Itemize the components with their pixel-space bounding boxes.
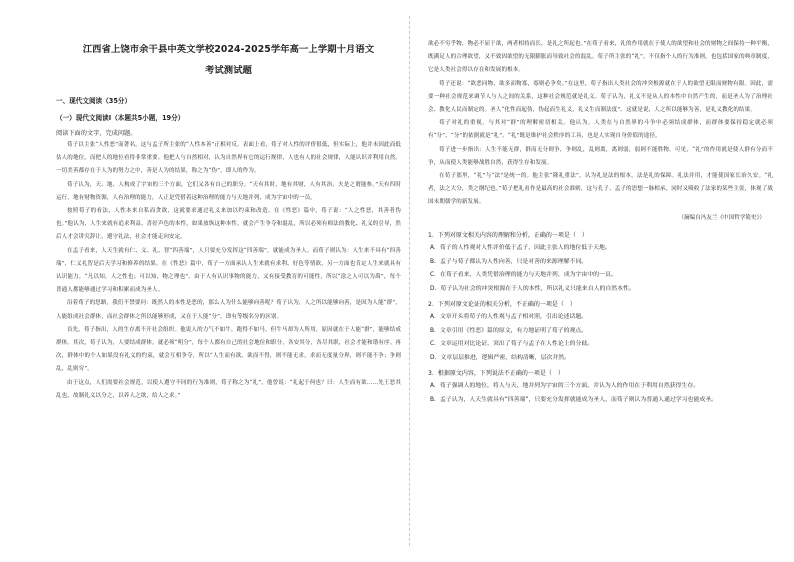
question-option: A．文章开头将荀子的人性观与孟子相对照，引出论述话题。 xyxy=(430,314,588,321)
exam-title-line2: 考试测试题 xyxy=(205,65,252,76)
question-option: B．文章引用《性恶》篇的原文，有力地证明了荀子的观点。 xyxy=(430,327,588,334)
passage-paragraph: 沿着荀子的思路，我们不禁要问：既然人的本性是恶的，那么人为什么能够向善呢？荀子认为，人之所以能够向善，是因为人能“群”，人能组成社会群体，而社会群体之所以能够形成，又在于人能“分”，即有等级名分的区别。 xyxy=(56,300,401,320)
left-column xyxy=(56,34,401,403)
question-option: A．荀子的人性观对人性评价低于孟子，因此主张人的地位低于天地。 xyxy=(430,245,611,252)
question-stem: 3．根据原文内容，下列说法不正确的一项是（ ） xyxy=(428,369,564,377)
passage-source: （摘编自冯友兰《中国哲学简史》） xyxy=(678,214,765,221)
question-option: A．荀子强调人的地位，将人与天、地并列为宇宙的三个方面，并认为人的作用在于利用自然获得生存。 xyxy=(430,383,700,390)
subsection-heading: （一）现代文阅读Ⅰ（本题共5小题，19分） xyxy=(56,114,185,122)
reading-instruction: 阅读下面的文字，完成问题。 xyxy=(56,130,137,137)
passage-paragraph: 按照荀子的看法，人性本来自私而贪欲，这就要求通过礼义来加以约束和改造。在《性恶》篇中，荀子说：“人之性恶，其善者伪也。”他认为，人生来就有追求利益、喜好声色的本性，如果放纵这种本性，就会产生争夺和混乱，所以必须有师法的教化、礼义的引导，然后人才会讲究辞让，遵守礼法，社会才能走向安定。 xyxy=(56,208,401,241)
section-heading: 一、现代文阅读（35分） xyxy=(56,97,132,105)
right-column xyxy=(428,38,773,406)
passage-paragraph: 荀子认为，天、地、人构成了宇宙的三个方面，它们又各有自己的职分。“天有其时，地有其财，人有其治，夫是之谓能参。”天有四时运行，地有财物资源，人有治理的能力，人正是凭借着这种治理的能力与天地并列，成为宇宙中的一员。 xyxy=(56,181,401,201)
passage-paragraph: 荀子以主张“人性恶”而著名，这与孟子所主张的“人性本善”正相对反。表面上看，荀子对人性的评价很低，但实际上，他并未因此而低估人的地位，而把人的地位看得非常重要。他把人与自然相对，认为自然界有它的运行规律，人也有人的社会规律，人能认识并利用自然。一切美善都存在于人为的努力之中，善是人为的结果，称之为“伪”，即人的作为。 xyxy=(56,142,401,175)
passage-paragraph: 荀子进一步指出：人生不能无群，群而无分则争，争则乱，乱则离，离则弱，弱则不能胜物。可见，“礼”的作用就是使人群有分而不争，从而使人类能够战胜自然，获得生存和发展。 xyxy=(428,146,773,166)
exam-title-line1: 江西省上饶市余干县中英文学校2024-2025学年高一上学期十月语文 xyxy=(82,44,375,55)
question-option: B．孟子与荀子都认为人性向善，只是对善的来源理解不同。 xyxy=(430,258,588,265)
question-stem: 1．下列对原文相关内容的理解和分析，正确的一项是（ ） xyxy=(428,231,588,239)
passage-paragraph: 由于这点，人们需要社会规范，以使人遵守不同的行为准则，荀子称之为“礼”。他曾说：“礼起于何也？曰：人生而有欲……先王恶其乱也，故制礼义以分之，以养人之欲，给人之求。” xyxy=(56,379,401,399)
passage-paragraph: 首先，荀子指出，人的生存离不开社会组织。他说人的力气不如牛，跑得不如马，但牛马却为人所用，原因就在于人能“群”，能够结成群体。其次，荀子认为，人要结成群体，就必须“明分”，每个人都有自己的社会地位和职分，各安其分，各尽其职，社会才能和谐有序。再次，群体中的个人如果没有礼义的约束，就会互相争夺，所以“人生而有欲，欲而不得，则不能无求，求而无度量分界，则不能不争；争则乱，乱则穷”。 xyxy=(56,326,401,373)
question-option: D．荀子认为社会的冲突根源在于人的本性，所以礼义只能来自人的自然本性。 xyxy=(430,286,635,293)
question-option: C．在荀子看来，人类凭借治理的能力与天地并列，成为宇宙中的一员。 xyxy=(430,272,617,279)
passage-paragraph: 在孟子看来，人天生就有仁、义、礼、智“四善端”，人只要充分发挥这“四善端”，就能成为圣人。而荀子则认为：人生来不具有“四善端”，仁义礼智是后天学习和修养的结果。在《性恶》篇中，荀子一方面承认人生来就有求利、好色等情欲，另一方面也肯定人生来就具有认识能力，“凡以知，人之性也；可以知，物之理也”。由于人有认识事物的能力，又有接受教育的可能性，所以“涂之人可以为禹”，每个普通人都能够通过学习和积累而成为圣人。 xyxy=(56,247,401,294)
column-divider xyxy=(409,16,410,546)
question-option: B．孟子认为，人天生就具有“四善端”，只要充分发挥就能成为圣人，而荀子则认为普通人通过学习也能成圣。 xyxy=(430,396,718,403)
question-stem: 2．下列对原文论证的相关分析，不正确的一项是（ ） xyxy=(428,300,576,308)
passage-paragraph: 欲必不穷乎物，物必不屈于欲，两者相持而长，是礼之所起也。”在荀子看来，礼的作用就在于使人的欲望和社会的财物之间保持一种平衡，既满足人的合理欲望，又不致因欲望的无限膨胀而导致社会的混乱。荀子所主张的“礼”，不仅指个人的行为准则，也包括国家的典章制度，它是人类社会得以存在和发展的根本。 xyxy=(428,41,773,74)
question-option: D．文章层层推进，逻辑严密，结构清晰，层次井然。 xyxy=(430,354,571,361)
passage-paragraph: 荀子还说：“欲恶同物，欲多而物寡，寡则必争矣。”在这里，荀子指出人类社会的冲突根源就在于人的欲望无限而财物有限。因此，需要一种社会规范来调节人与人之间的关系，这种社会规范就是礼义。荀子认为，礼义不是从人的本性中自然产生的，而是圣人为了治理社会、教化人民而制定的。圣人“化性而起伪，伪起而生礼义，礼义生而制法度”。这就是说，人之所以能够为善，是礼义教化的结果。 xyxy=(428,80,773,114)
passage-paragraph: 荀子对礼的重视，与其对“群”的理解密切相关。他认为，人类在与自然界的斗争中必须结成群体，而群体要保持稳定就必须有“分”，“分”的依据就是“礼”。“礼”既是维护社会秩序的工具，也是人实现自身价值的途径。 xyxy=(428,120,773,140)
passage-paragraph: 在荀子那里，“礼”与“法”是统一的。他主张“隆礼重法”，认为礼是法的根本，法是礼的保障。礼法并用，才能使国家长治久安。“礼者，法之大分，类之纲纪也。”荀子把礼看作是最高的社会准则，这与孔子、孟子的思想一脉相承，同时又吸收了法家的某些主张，体现了战国末期儒学的新发展。 xyxy=(428,173,773,206)
question-option: C．文章运用对比论证，突出了荀子与孟子在人性论上的分歧。 xyxy=(430,341,594,348)
